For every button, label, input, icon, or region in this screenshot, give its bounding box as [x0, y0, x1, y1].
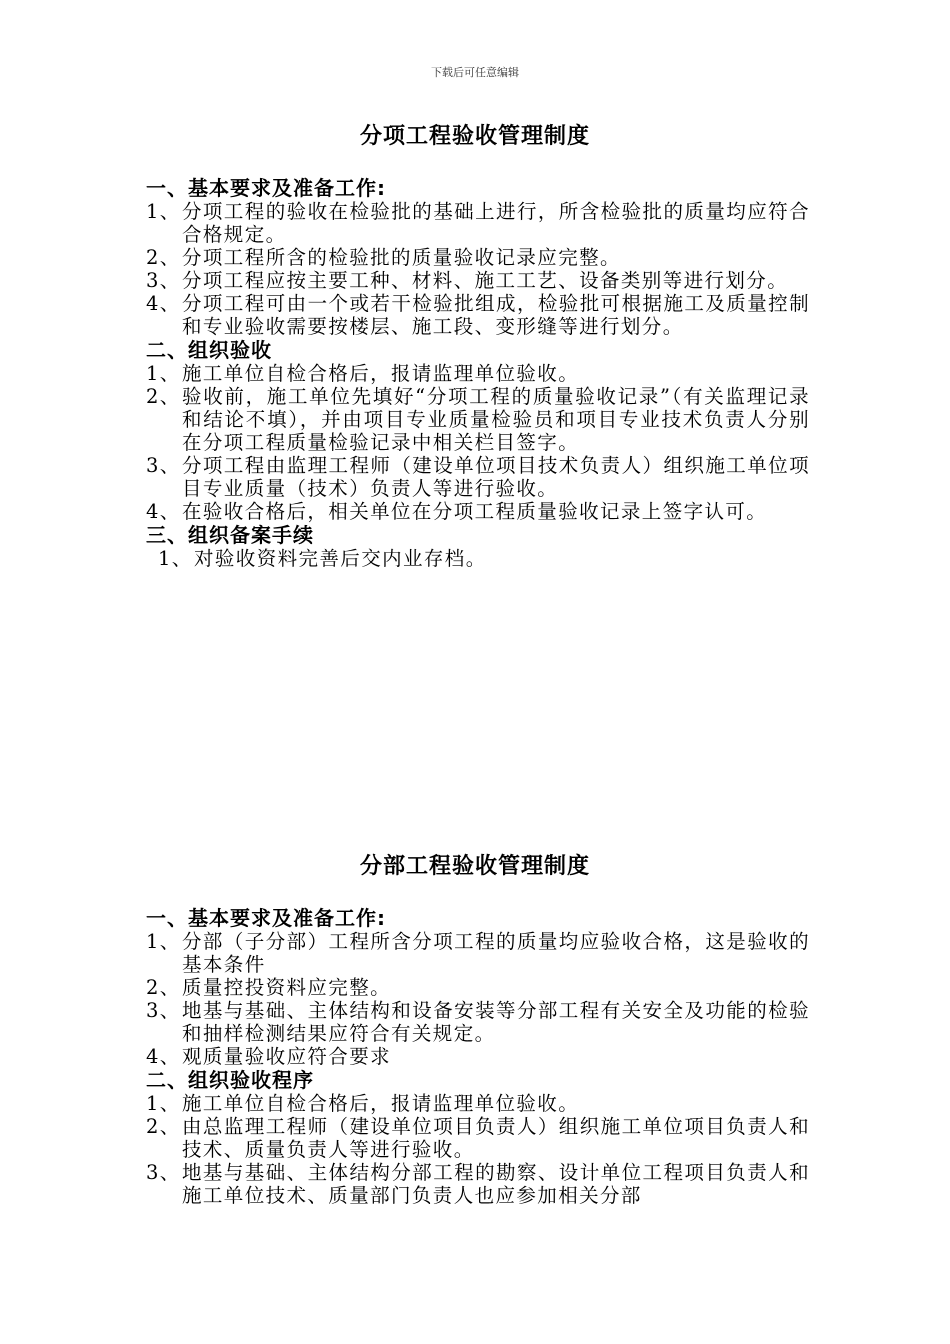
item-number: 2、 — [146, 976, 181, 999]
item-text: 分项工程应按主要工种、材料、施工工艺、设备类别等进行划分。 — [182, 269, 789, 292]
doc1-section3-heading: 三、组织备案手续 — [146, 523, 314, 547]
item-text: 分项工程可由一个或若干检验批组成，检验批可根据施工及质量控制和专业验收需要按楼层、施工段、变形缝等进行划分。 — [182, 292, 810, 338]
item-number: 4、 — [146, 292, 181, 315]
item-text: 质量控投资料应完整。 — [182, 976, 392, 999]
item-number: 4、 — [146, 500, 181, 523]
item-text: 观质量验收应符合要求 — [182, 1045, 392, 1068]
item-text: 在验收合格后，相关单位在分项工程质量验收记录上签字认可。 — [182, 500, 768, 523]
item-number: 1、 — [146, 200, 181, 223]
item-number: 2、 — [146, 385, 181, 408]
item-number: 4、 — [146, 1045, 181, 1068]
item-text: 施工单位自检合格后，报请监理单位验收。 — [182, 362, 580, 385]
doc1-section1-heading: 一、基本要求及准备工作: — [146, 176, 386, 200]
list-item — [146, 362, 810, 385]
item-text: 施工单位自检合格后，报请监理单位验收。 — [182, 1092, 580, 1115]
item-text: 分项工程由监理工程师（建设单位项目技术负责人）组织施工单位项目专业质量（技术）负责人等进行验收。 — [182, 454, 810, 500]
list-item — [146, 246, 810, 269]
item-text: 地基与基础、主体结构分部工程的勘察、设计单位工程项目负责人和施工单位技术、质量部门负责人也应参加相关分部 — [182, 1161, 810, 1207]
item-text: 验收前，施工单位先填好“分项工程的质量验收记录”（有关监理记录和结论不填），并由项目专业质量检验员和项目专业技术负责人分别在分项工程质量检验记录中相关栏目签字。 — [182, 385, 810, 454]
list-item — [146, 976, 810, 999]
doc2-section2-heading: 二、组织验收程序 — [146, 1068, 314, 1092]
item-number: 3、 — [146, 1161, 181, 1184]
item-text: 地基与基础、主体结构和设备安装等分部工程有关安全及功能的检验和抽样检测结果应符合有关规定。 — [182, 999, 810, 1045]
doc2-body — [146, 906, 810, 1207]
item-number: 3、 — [146, 269, 181, 292]
list-item — [146, 200, 810, 246]
list-item — [146, 385, 810, 454]
doc1-body — [146, 176, 810, 570]
list-item — [146, 999, 810, 1045]
list-item — [146, 269, 810, 292]
doc2-title: 分部工程验收管理制度 — [359, 854, 590, 879]
doc2-section1-heading: 一、基本要求及准备工作: — [146, 906, 386, 930]
item-number: 1、 — [146, 930, 181, 953]
item-number: 1、 — [146, 362, 181, 385]
item-number: 1、 — [146, 1092, 181, 1115]
item-text: 由总监理工程师（建设单位项目负责人）组织施工单位项目负责人和技术、质量负责人等进行验收。 — [182, 1115, 810, 1161]
item-text: 对验收资料完善后交内业存档。 — [194, 547, 487, 570]
item-number: 3、 — [146, 454, 181, 477]
list-item — [146, 1045, 810, 1068]
item-number: 3、 — [146, 999, 181, 1022]
item-text: 分项工程的验收在检验批的基础上进行，所含检验批的质量均应符合合格规定。 — [182, 200, 810, 246]
list-item — [146, 500, 810, 523]
doc1-title: 分项工程验收管理制度 — [359, 124, 590, 149]
item-number: 2、 — [146, 1115, 181, 1138]
list-item — [146, 454, 810, 500]
list-item — [146, 930, 810, 976]
list-item — [146, 1115, 810, 1161]
list-item — [146, 1092, 810, 1115]
page-header-note: 下载后可任意编辑 — [431, 66, 519, 79]
item-text: 分项工程所含的检验批的质量验收记录应完整。 — [182, 246, 621, 269]
item-number: 2、 — [146, 246, 181, 269]
item-number: 1、 — [158, 547, 193, 570]
doc1-section2-heading: 二、组织验收 — [146, 338, 272, 362]
list-item — [146, 1161, 810, 1207]
item-text: 分部（子分部）工程所含分项工程的质量均应验收合格，这是验收的基本条件 — [182, 930, 810, 976]
list-item — [146, 292, 810, 338]
list-item — [146, 547, 810, 570]
